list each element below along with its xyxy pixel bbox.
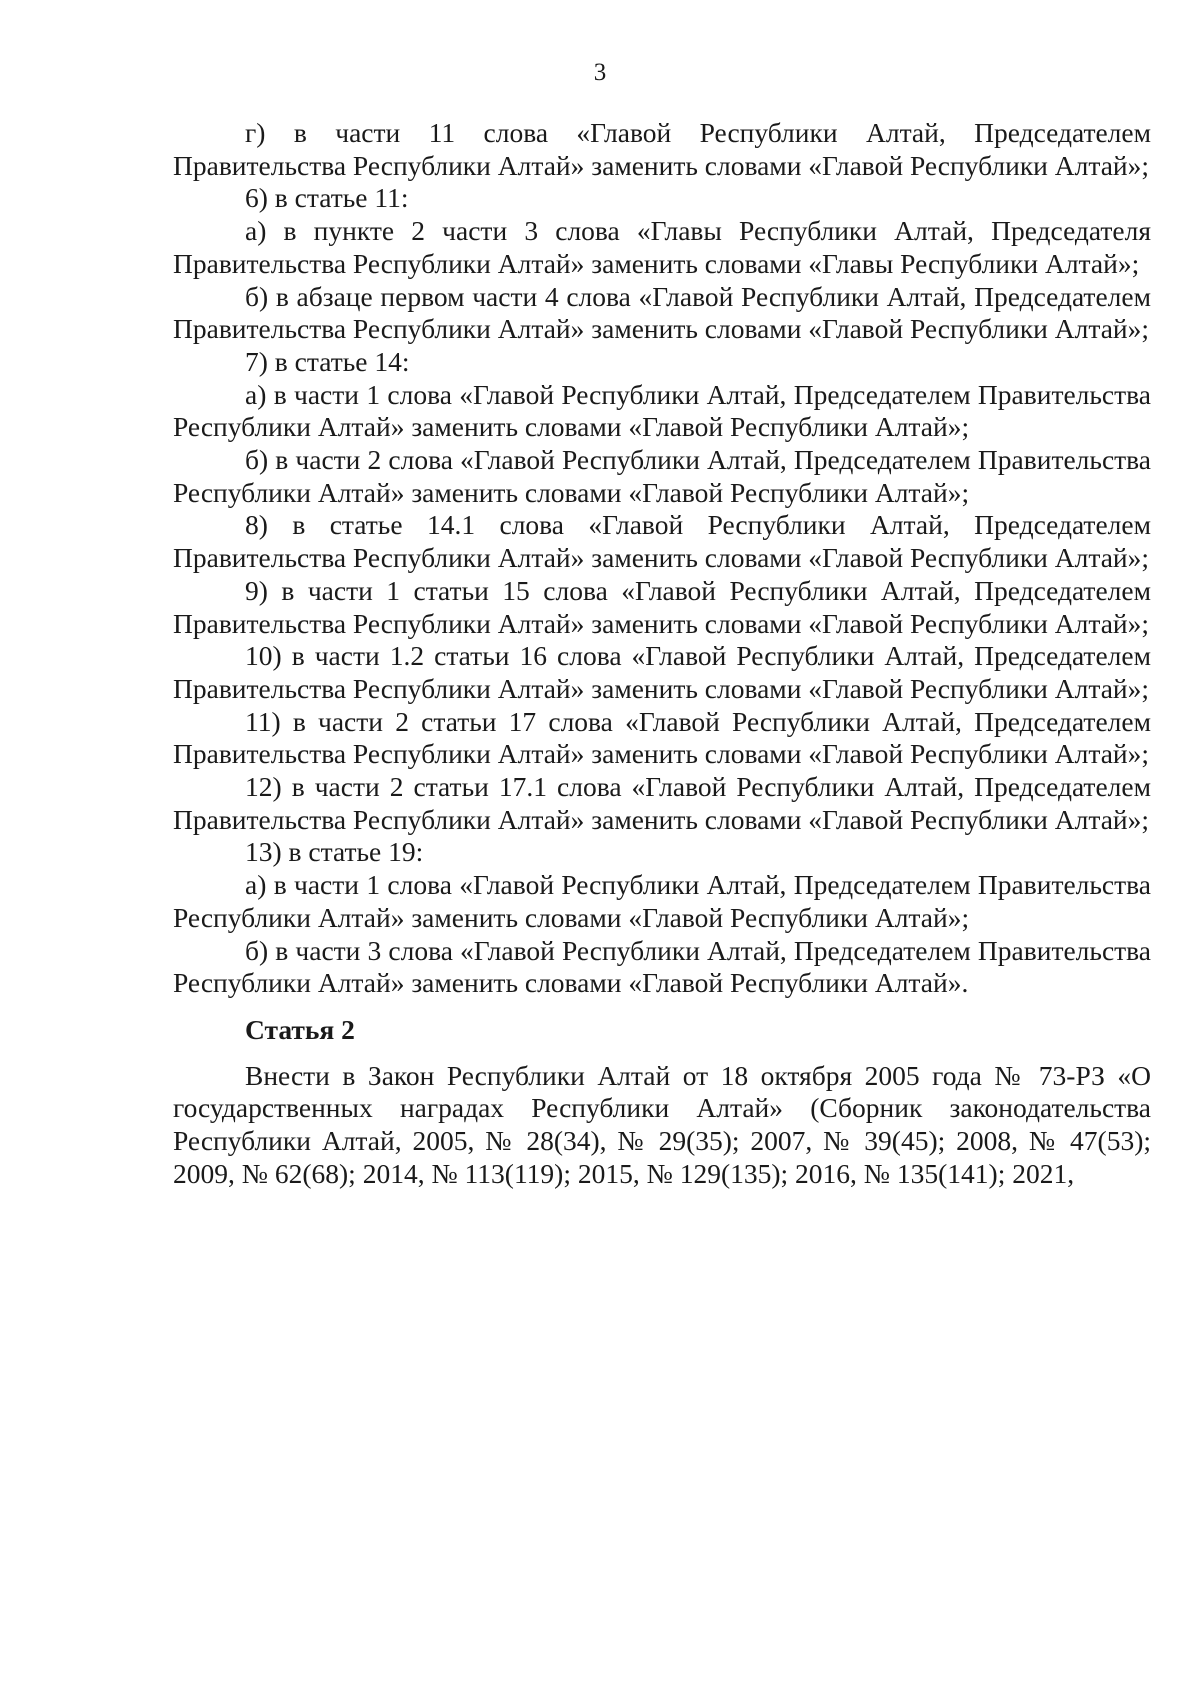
amendment-paragraph: б) в части 2 слова «Главой Республики Алтай, Председателем Правительства Республики Алтай» заменить словами «Главой Республики Алтай»; [173, 444, 1151, 508]
amendment-paragraph: 10) в части 1.2 статьи 16 слова «Главой Республики Алтай, Председателем Правительства Республики Алтай» заменить словами «Главой Республики Алтай»; [173, 640, 1151, 704]
amendment-paragraph: а) в части 1 слова «Главой Республики Алтай, Председателем Правительства Республики Алтай» заменить словами «Главой Республики Алтай»; [173, 869, 1151, 933]
article-heading: Статья 2 [245, 1013, 355, 1045]
amendment-paragraph: б) в абзаце первом части 4 слова «Главой Республики Алтай, Председателем Правительства Республики Алтай» заменить словами «Главой Республики Алтай»; [173, 280, 1151, 345]
document-body [173, 117, 1151, 1191]
amendment-paragraph: 13) в статье 19: [245, 836, 424, 868]
amendment-paragraph: 11) в части 2 статьи 17 слова «Главой Республики Алтай, Председателем Правительства Республики Алтай» заменить словами «Главой Республики Алтай»; [173, 705, 1151, 770]
amendment-paragraph: г) в части 11 слова «Главой Республики Алтай, Председателем Правительства Республики Алтай» заменить словами «Главой Республики Алтай»; [173, 117, 1151, 181]
amendment-paragraph: 12) в части 2 статьи 17.1 слова «Главой Республики Алтай, Председателем Правительства Республики Алтай» заменить словами «Главой Республики Алтай»; [173, 771, 1151, 835]
article-paragraph: Внести в Закон Республики Алтай от 18 октября 2005 года № 73-РЗ «О государственных наградах Республики Алтай» (Сборник законодательства Республики Алтай, 2005, № 28(34), № 29(35); 2007, № 39(45); 2008, № 47(53); 2009, № 62(68); 2014, № 113(119); 2015, № 129(135); 2016, № 135(141); 2021, [173, 1059, 1151, 1189]
amendment-paragraph: б) в части 3 слова «Главой Республики Алтай, Председателем Правительства Республики Алтай» заменить словами «Главой Республики Алтай». [173, 934, 1151, 999]
amendment-paragraph: 8) в статье 14.1 слова «Главой Республики Алтай, Председателем Правительства Республики Алтай» заменить словами «Главой Республики Алтай»; [173, 509, 1151, 574]
amendment-paragraph: а) в пункте 2 части 3 слова «Главы Республики Алтай, Председателя Правительства Республики Алтай» заменить словами «Главы Республики Алтай»; [173, 215, 1151, 279]
amendment-paragraph: 9) в части 1 статьи 15 слова «Главой Республики Алтай, Председателем Правительства Республики Алтай» заменить словами «Главой Республики Алтай»; [173, 574, 1151, 639]
page-number: 3 [593, 59, 607, 86]
amendment-paragraph: 6) в статье 11: [245, 182, 409, 214]
amendment-paragraph: 7) в статье 14: [245, 345, 410, 377]
amendment-paragraph: а) в части 1 слова «Главой Республики Алтай, Председателем Правительства Республики Алтай» заменить словами «Главой Республики Алтай»; [173, 378, 1151, 443]
